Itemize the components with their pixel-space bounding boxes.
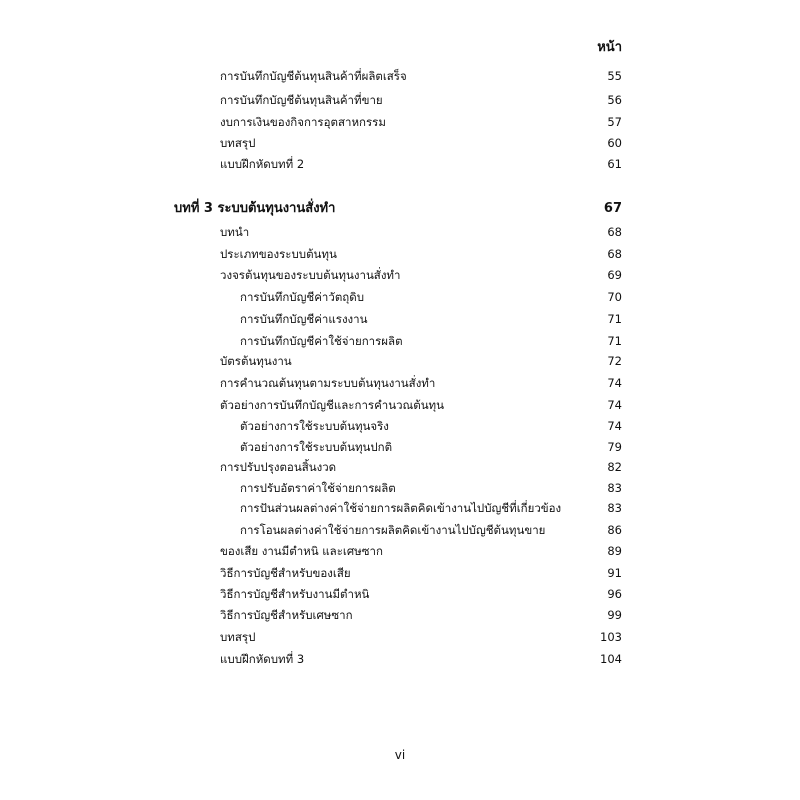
toc-entry-page-number: 72 [607, 354, 622, 368]
toc-entry-title: การบันทึกบัญชีค่าใช้จ่ายการผลิต [240, 334, 403, 348]
toc-entry-page-number: 71 [607, 312, 622, 326]
toc-entry[interactable] [0, 562, 800, 584]
toc-entry-page-number: 67 [603, 201, 622, 216]
toc-entry-page-number: 104 [600, 652, 622, 666]
toc-entry-title: การบันทึกบัญชีต้นทุนสินค้าที่ขาย [220, 93, 383, 107]
toc-entry-page-number: 71 [607, 334, 622, 348]
toc-entry-page-number: 103 [600, 630, 622, 644]
toc-entry-title: แบบฝึกหัดบทที่ 2 [220, 157, 305, 171]
toc-entry-page-number: 79 [607, 440, 622, 454]
toc-entry-title: ตัวอย่างการใช้ระบบต้นทุนปกติ [240, 440, 393, 454]
toc-entry[interactable] [0, 286, 800, 308]
toc-entry[interactable] [0, 415, 800, 437]
toc-entry-page-number: 68 [607, 247, 622, 261]
toc-entry-title: การบันทึกบัญชีค่าแรงงาน [240, 312, 368, 326]
page-column-header: หน้า [597, 40, 622, 55]
toc-entry-page-number: 83 [607, 481, 622, 495]
toc-entry-page-number: 86 [607, 523, 622, 537]
toc-entry-page-number: 74 [607, 398, 622, 412]
toc-entry-title: ประเภทของระบบต้นทุน [220, 247, 337, 261]
toc-entry[interactable] [0, 350, 800, 372]
toc-entry-title: วงจรต้นทุนของระบบต้นทุนงานสั่งทำ [220, 268, 401, 282]
toc-entry-title: การปันส่วนผลต่างค่าใช้จ่ายการผลิตคิดเข้างานไปบัญชีที่เกี่ยวข้อง [240, 501, 562, 515]
toc-entry-title: การโอนผลต่างค่าใช้จ่ายการผลิตคิดเข้างานไปบัญชีต้นทุนขาย [240, 523, 546, 537]
toc-entry[interactable] [0, 308, 800, 330]
toc-entry-page-number: 83 [607, 501, 622, 515]
toc-entry-page-number: 70 [607, 290, 622, 304]
toc-entry-page-number: 96 [607, 587, 622, 601]
toc-entry[interactable] [0, 604, 800, 626]
toc-entry-title: บทสรุป [220, 136, 256, 150]
toc-entry-title: การคำนวณต้นทุนตามระบบต้นทุนงานสั่งทำ [220, 376, 436, 390]
toc-entry[interactable] [0, 540, 800, 562]
toc-entry-title: การบันทึกบัญชีต้นทุนสินค้าที่ผลิตเสร็จ [220, 69, 407, 83]
toc-entry[interactable] [0, 648, 800, 670]
toc-entry[interactable] [0, 264, 800, 286]
toc-entry-page-number: 68 [607, 225, 622, 239]
toc-entry[interactable] [0, 132, 800, 154]
toc-entry-page-number: 56 [607, 93, 622, 107]
toc-entry-title: ตัวอย่างการใช้ระบบต้นทุนจริง [240, 419, 389, 433]
toc-entry-title: ของเสีย งานมีตำหนิ และเศษซาก [220, 544, 383, 558]
toc-entry[interactable] [0, 436, 800, 458]
toc-entry[interactable] [0, 456, 800, 478]
toc-entry-page-number: 60 [607, 136, 622, 150]
toc-entry-page-number: 89 [607, 544, 622, 558]
toc-entry-page-number: 99 [607, 608, 622, 622]
toc-entry-title: วิธีการบัญชีสำหรับของเสีย [220, 566, 351, 580]
toc-entry[interactable] [0, 221, 800, 243]
toc-entry-title: วิธีการบัญชีสำหรับเศษซาก [220, 608, 353, 622]
toc-entry[interactable] [0, 626, 800, 648]
toc-entry[interactable] [0, 153, 800, 175]
toc-entry[interactable] [0, 372, 800, 394]
toc-entry-page-number: 91 [607, 566, 622, 580]
chapter-entry[interactable] [0, 198, 800, 220]
toc-entry[interactable] [0, 519, 800, 541]
toc-entry[interactable] [0, 330, 800, 352]
toc-entry[interactable] [0, 394, 800, 416]
toc-entry-page-number: 69 [607, 268, 622, 282]
toc-entry-title: การบันทึกบัญชีค่าวัตถุดิบ [240, 290, 365, 304]
toc-entry-page-number: 82 [607, 460, 622, 474]
toc-entry-page-number: 55 [607, 69, 622, 83]
toc-entry-title: บัตรต้นทุนงาน [220, 354, 292, 368]
toc-entry-title: งบการเงินของกิจการอุตสาหกรรม [220, 115, 386, 129]
toc-entry-title: ตัวอย่างการบันทึกบัญชีและการคำนวณต้นทุน [220, 398, 444, 412]
toc-entry-title: บทนำ [220, 225, 250, 239]
toc-entry-title: การปรับอัตราค่าใช้จ่ายการผลิต [240, 481, 396, 495]
page-footer-number: vi [394, 748, 406, 762]
toc-entry-title: แบบฝึกหัดบทที่ 3 [220, 652, 305, 666]
toc-entry-title: วิธีการบัญชีสำหรับงานมีตำหนิ [220, 587, 370, 601]
toc-entry[interactable] [0, 477, 800, 499]
toc-entry[interactable] [0, 89, 800, 111]
toc-entry-page-number: 74 [607, 419, 622, 433]
toc-entry-page-number: 74 [607, 376, 622, 390]
toc-entry-title: บทสรุป [220, 630, 256, 644]
toc-entry-title: การปรับปรุงตอนสิ้นงวด [220, 460, 337, 474]
toc-entry[interactable] [0, 65, 800, 87]
toc-entry[interactable] [0, 111, 800, 133]
toc-entry[interactable] [0, 497, 800, 519]
toc-entry-page-number: 57 [607, 115, 622, 129]
toc-entry-title: บทที่ 3 ระบบต้นทุนงานสั่งทำ [174, 201, 336, 216]
toc-entry[interactable] [0, 583, 800, 605]
toc-entry[interactable] [0, 243, 800, 265]
toc-entry-page-number: 61 [607, 157, 622, 171]
